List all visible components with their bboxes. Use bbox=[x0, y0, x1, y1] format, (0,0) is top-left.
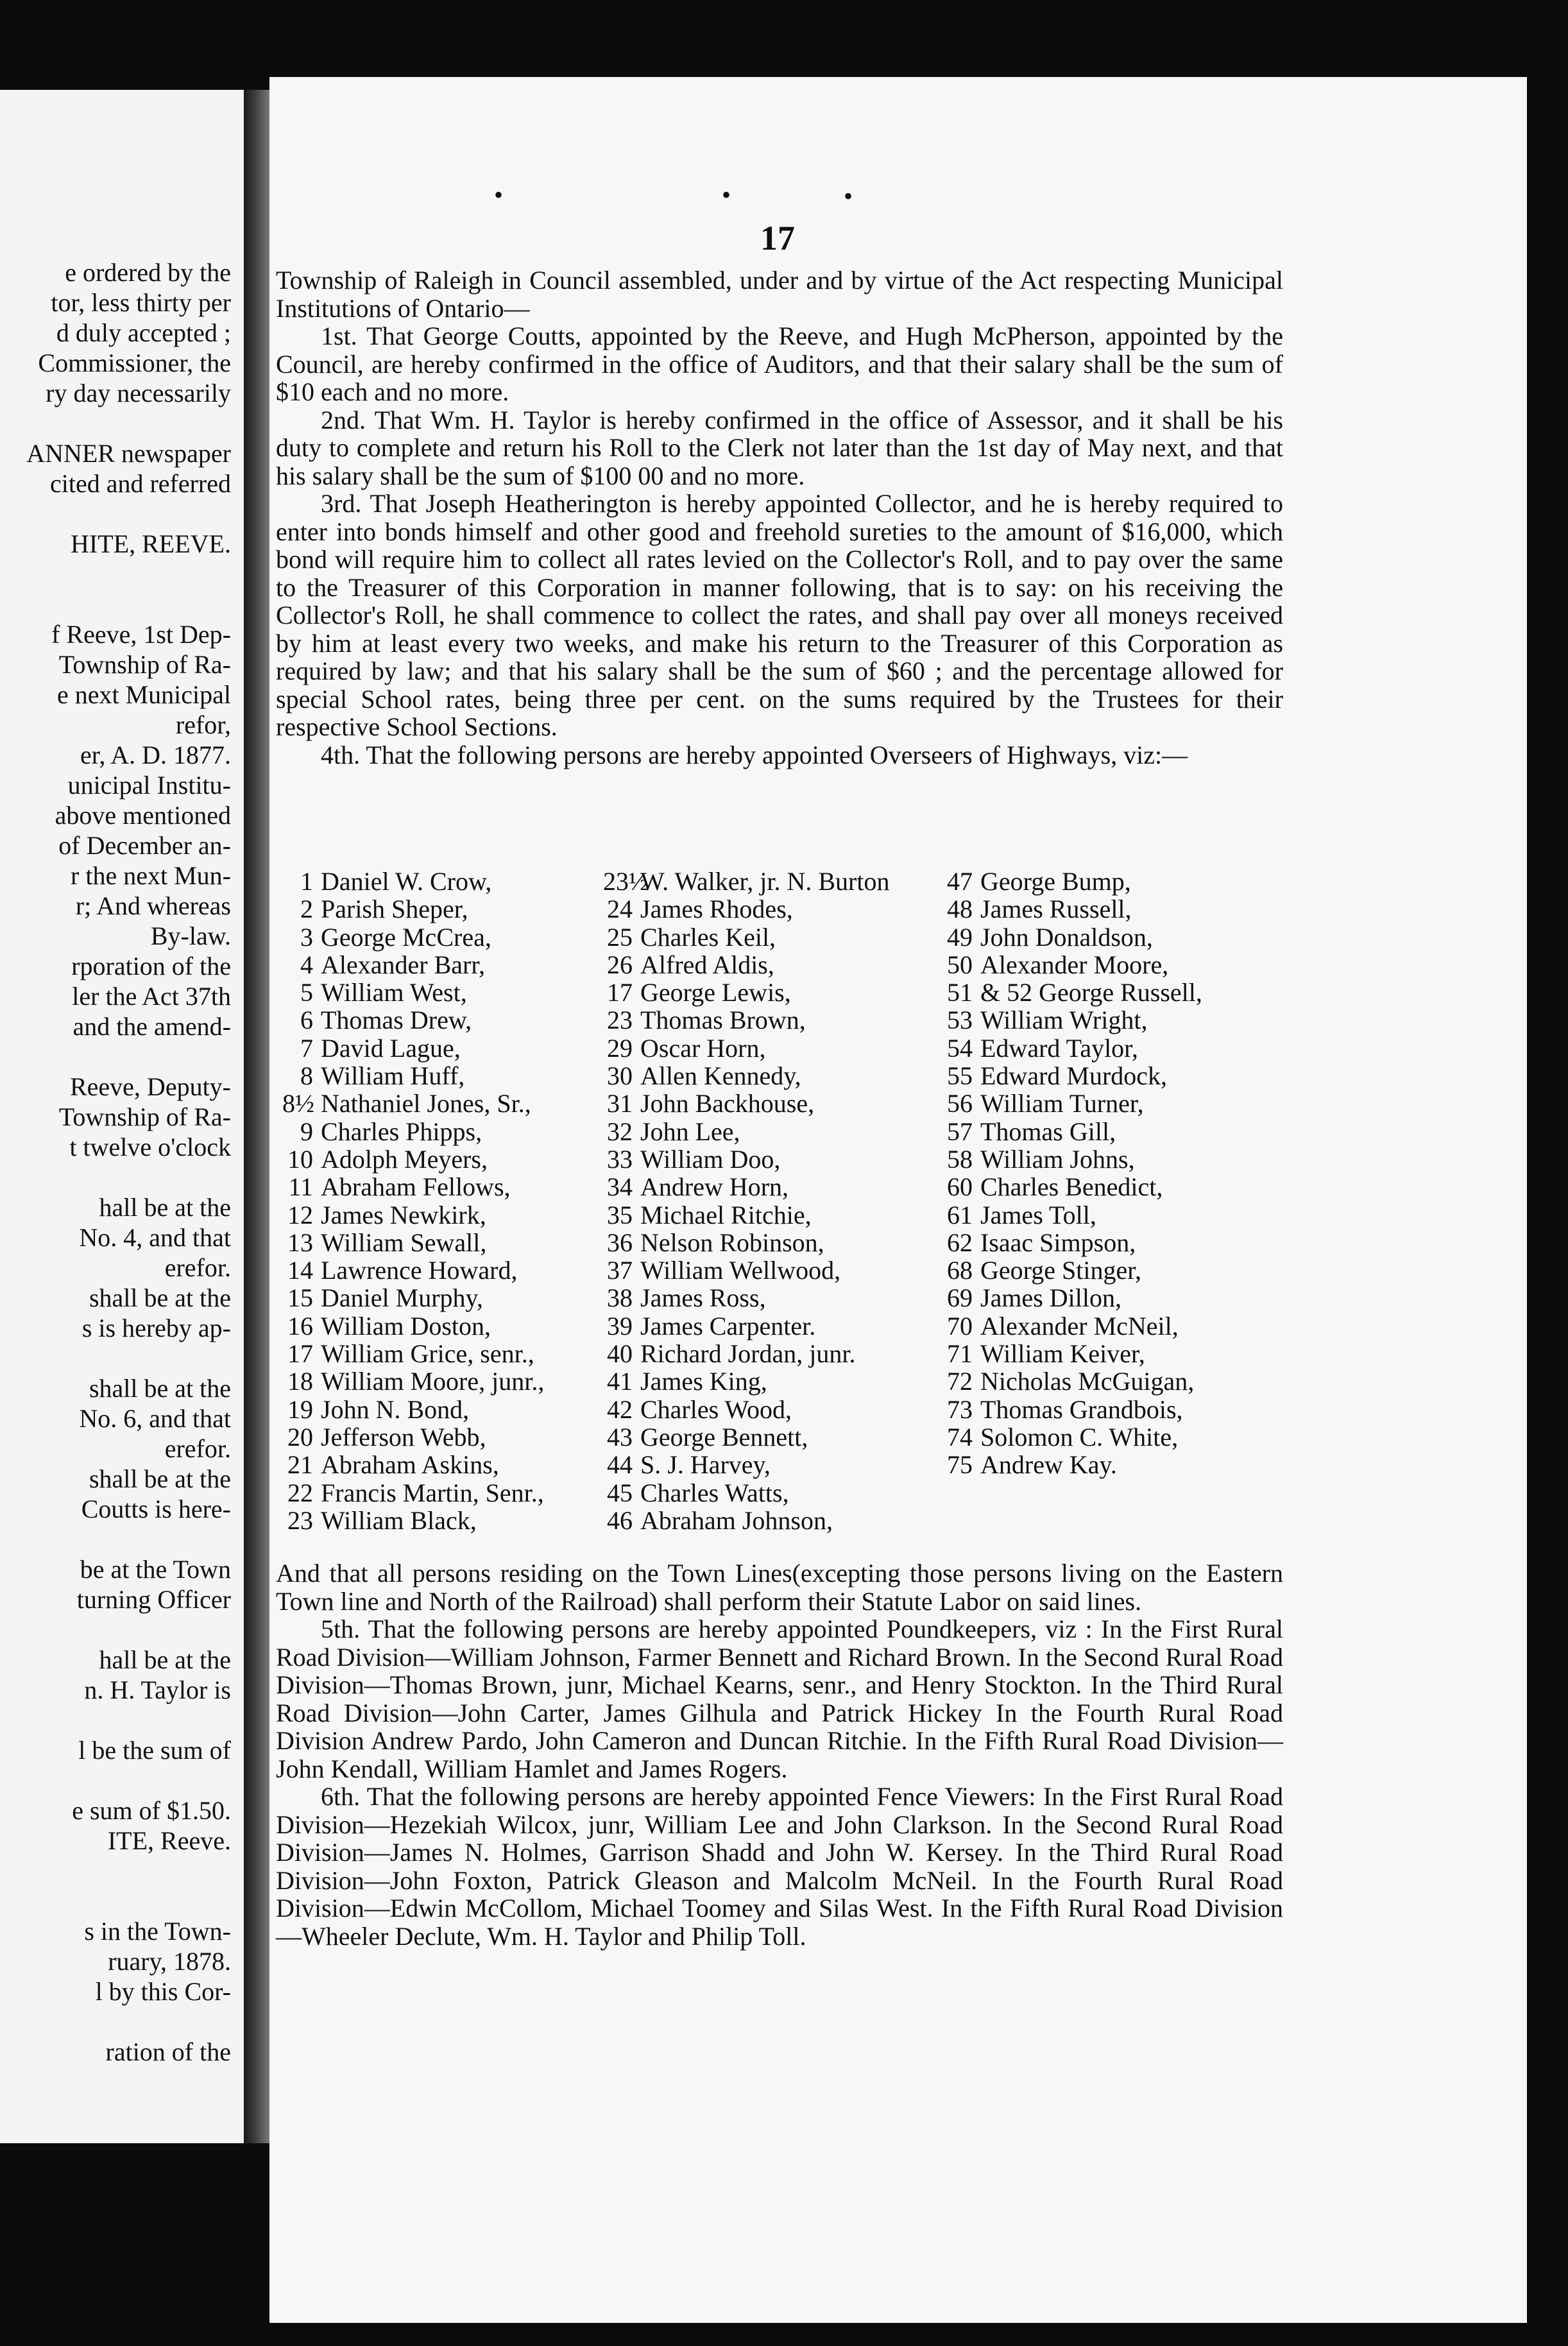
overseer-name: George Lewis, bbox=[640, 978, 791, 1007]
left-page-text-fragment: of December an- bbox=[58, 831, 231, 860]
overseer-entry bbox=[603, 1118, 943, 1145]
overseer-number: 24 bbox=[607, 895, 633, 924]
overseer-entry bbox=[282, 1256, 616, 1284]
overseer-number: 5 bbox=[300, 978, 313, 1007]
overseer-entry bbox=[282, 1340, 616, 1367]
overseer-number: 51 bbox=[947, 978, 973, 1007]
overseer-number: 33 bbox=[607, 1144, 633, 1174]
left-page-text-fragment: tor, less thirty per bbox=[51, 288, 231, 317]
left-page-text-fragment: t twelve o'clock bbox=[69, 1133, 231, 1161]
overseer-name: William West, bbox=[321, 978, 467, 1007]
overseer-entry bbox=[282, 979, 616, 1006]
overseer-name: Edward Murdock, bbox=[980, 1061, 1168, 1091]
overseer-entry bbox=[943, 1201, 1283, 1229]
overseer-number: 22 bbox=[287, 1478, 313, 1507]
left-page-text-fragment: r the next Mun- bbox=[71, 861, 231, 890]
overseer-entry bbox=[943, 1173, 1283, 1201]
overseer-name: Alexander McNeil, bbox=[980, 1311, 1179, 1340]
overseer-entry bbox=[282, 1367, 616, 1395]
overseer-number: 29 bbox=[607, 1033, 633, 1063]
overseer-number: 17 bbox=[287, 1339, 313, 1369]
overseer-name: Thomas Brown, bbox=[640, 1006, 806, 1035]
overseer-number: 53 bbox=[947, 1006, 973, 1035]
overseer-number: 34 bbox=[607, 1172, 633, 1202]
left-page-text-fragment: HITE, REEVE. bbox=[71, 529, 231, 558]
overseer-number: 9 bbox=[300, 1117, 313, 1146]
overseer-number: 42 bbox=[607, 1394, 633, 1424]
overseer-name: Andrew Kay. bbox=[980, 1450, 1117, 1480]
overseer-number: 38 bbox=[607, 1283, 633, 1313]
overseer-name: Abraham Johnson, bbox=[640, 1505, 833, 1535]
overseer-number: 1 bbox=[300, 867, 313, 896]
overseer-entry bbox=[603, 1284, 943, 1312]
overseer-number: 8½ bbox=[282, 1089, 314, 1118]
overseer-name: James Russell, bbox=[980, 895, 1132, 924]
left-page-text-fragment: e ordered by the bbox=[65, 258, 231, 287]
overseer-name: William Grice, senr., bbox=[321, 1339, 534, 1369]
overseer-name: Charles Phipps, bbox=[321, 1117, 482, 1146]
overseer-entry bbox=[943, 1284, 1283, 1312]
overseer-entry bbox=[943, 1256, 1283, 1284]
overseer-entry bbox=[282, 1118, 616, 1145]
left-page-text-fragment: f Reeve, 1st Dep- bbox=[51, 620, 231, 649]
left-page-text-fragment: above mentioned bbox=[55, 801, 231, 830]
overseer-entry bbox=[603, 1312, 943, 1340]
overseer-entry bbox=[943, 1034, 1283, 1062]
overseer-name: W. Walker, jr. N. Burton bbox=[640, 867, 890, 896]
overseer-name: George McCrea, bbox=[321, 922, 491, 952]
overseer-entry bbox=[603, 951, 943, 979]
overseer-number: 75 bbox=[947, 1450, 973, 1480]
overseer-name: William Huff, bbox=[321, 1061, 465, 1091]
overseer-entry bbox=[603, 1256, 943, 1284]
overseer-entry bbox=[282, 1145, 616, 1173]
overseer-entry bbox=[603, 1006, 943, 1034]
overseer-number: 49 bbox=[947, 922, 973, 952]
overseer-name: William Keiver, bbox=[980, 1339, 1145, 1369]
overseer-name: Jefferson Webb, bbox=[321, 1422, 486, 1451]
overseer-entry bbox=[282, 1062, 616, 1090]
overseer-name: Solomon C. White, bbox=[980, 1422, 1179, 1451]
left-page-text-fragment: refor, bbox=[175, 710, 231, 739]
overseer-number: 4 bbox=[300, 950, 313, 979]
left-page-text-fragment: ANNER newspaper bbox=[26, 439, 231, 468]
overseer-number: 23 bbox=[607, 1006, 633, 1035]
overseer-number: 13 bbox=[287, 1228, 313, 1257]
overseer-entry bbox=[943, 1423, 1283, 1451]
overseer-name: Thomas Grandbois, bbox=[980, 1394, 1183, 1424]
left-page-text-fragment: be at the Town bbox=[80, 1555, 231, 1584]
resolutions-lower bbox=[276, 1559, 1283, 1950]
left-page-text-fragment: s is hereby ap- bbox=[81, 1314, 231, 1342]
overseer-entry bbox=[943, 979, 1283, 1006]
overseer-entry bbox=[282, 868, 616, 895]
overseer-name: Isaac Simpson, bbox=[980, 1228, 1136, 1257]
overseer-entry bbox=[603, 979, 943, 1006]
overseer-number: 20 bbox=[287, 1422, 313, 1451]
overseer-entry bbox=[282, 1423, 616, 1451]
left-page-text-fragment: l by this Cor- bbox=[95, 1977, 231, 2006]
left-page-text-fragment: No. 6, and that bbox=[79, 1404, 231, 1433]
overseer-number: 23 bbox=[287, 1505, 313, 1535]
left-page-text-fragment: hall be at the bbox=[99, 1193, 231, 1222]
overseer-entry bbox=[282, 1229, 616, 1256]
overseer-number: 31 bbox=[607, 1089, 633, 1118]
overseer-entry bbox=[943, 1340, 1283, 1367]
overseer-number: 2 bbox=[300, 895, 313, 924]
overseer-name: Charles Keil, bbox=[640, 922, 776, 952]
overseer-number: 71 bbox=[947, 1339, 973, 1369]
overseer-name: Abraham Fellows, bbox=[321, 1172, 511, 1202]
overseer-name: Daniel W. Crow, bbox=[321, 867, 492, 896]
overseer-name: William Sewall, bbox=[321, 1228, 487, 1257]
overseer-number: 56 bbox=[947, 1089, 973, 1118]
overseer-name: Allen Kennedy, bbox=[640, 1061, 801, 1091]
overseer-number: 48 bbox=[947, 895, 973, 924]
overseer-entry bbox=[603, 1145, 943, 1173]
overseer-number: 70 bbox=[947, 1311, 973, 1340]
overseer-entry bbox=[603, 868, 943, 895]
overseers-column-3 bbox=[943, 868, 1283, 1479]
overseer-entry bbox=[282, 1507, 616, 1534]
left-page-text-fragment: unicipal Institu- bbox=[67, 771, 231, 800]
statute-labor-clause: And that all persons residing on the Town Lines(excepting those persons living on the Eastern Town line and North of the Railroad) shall perform their Statute Labor on said lines. bbox=[276, 1559, 1283, 1616]
overseer-name: Oscar Horn, bbox=[640, 1033, 766, 1063]
left-page-text-fragment: shall be at the bbox=[89, 1374, 231, 1403]
overseer-entry bbox=[943, 1451, 1283, 1478]
overseer-name: Abraham Askins, bbox=[321, 1450, 499, 1480]
left-page-text-fragment: shall be at the bbox=[89, 1283, 231, 1312]
overseer-entry bbox=[282, 1034, 616, 1062]
overseer-name: Richard Jordan, junr. bbox=[640, 1339, 856, 1369]
overseer-number: 25 bbox=[607, 922, 633, 952]
left-page-text-fragment: erefor. bbox=[164, 1434, 231, 1463]
overseer-number: 19 bbox=[287, 1394, 313, 1424]
overseer-name: William Turner, bbox=[980, 1089, 1144, 1118]
overseer-name: Michael Ritchie, bbox=[640, 1200, 812, 1229]
overseer-name: John Lee, bbox=[640, 1117, 740, 1146]
overseer-name: Alexander Moore, bbox=[980, 950, 1169, 979]
overseer-name: David Lague, bbox=[321, 1033, 461, 1063]
resolutions-upper bbox=[276, 266, 1283, 769]
overseer-number: 30 bbox=[607, 1061, 633, 1091]
print-speck: • bbox=[844, 182, 853, 210]
overseer-number: 21 bbox=[287, 1450, 313, 1480]
overseer-number: 36 bbox=[607, 1228, 633, 1257]
left-page-text-fragment: n. H. Taylor is bbox=[84, 1675, 231, 1704]
overseer-number: 39 bbox=[607, 1311, 633, 1340]
overseer-entry bbox=[603, 1507, 943, 1534]
overseer-number: 40 bbox=[607, 1339, 633, 1369]
resolution-6th-fence-viewers: 6th. That the following persons are hereby appointed Fence Viewers: In the First Rural Road Division—Hezekiah Wilcox, junr, William Lee and John Clarkson. In the Second Rural Road Division—James N. Holmes, Garrison Shadd and John W. Kersey. In the Third Rural Road Division—John Foxton, Patrick Gleason and Malcolm McNeil. In the Fourth Rural Road Division—Edwin McCollom, Michael Toomey and Silas West. In the Fifth Rural Road Division—Wheeler Declute, Wm. H. Taylor and Philip Toll. bbox=[276, 1782, 1283, 1951]
overseer-number: 44 bbox=[607, 1450, 633, 1480]
overseer-number: 74 bbox=[947, 1422, 973, 1451]
overseer-entry bbox=[282, 923, 616, 951]
overseer-name: James Dillon, bbox=[980, 1283, 1121, 1313]
overseer-entry bbox=[603, 1340, 943, 1367]
overseer-number: 23½ bbox=[603, 867, 648, 896]
overseer-name: Edward Taylor, bbox=[980, 1033, 1138, 1063]
overseer-name: George Bump, bbox=[980, 867, 1131, 896]
resolution-1st-auditors: 1st. That George Coutts, appointed by the Reeve, and Hugh McPherson, appointed by the Council, are hereby confirmed in the office of Auditors, and that their salary shall be the sum of $10 each and no more. bbox=[276, 321, 1283, 406]
overseer-name: Charles Benedict, bbox=[980, 1172, 1163, 1202]
overseer-name: John Donaldson, bbox=[980, 922, 1153, 952]
overseer-entry bbox=[603, 1034, 943, 1062]
overseer-number: 8 bbox=[300, 1061, 313, 1091]
resolution-3rd-collector: 3rd. That Joseph Heatherington is hereby appointed Collector, and he is hereby required to enter into bonds himself and other good and freehold sureties to the amount of $16,000, which bond will require him to collect all rates levied on the Collector's Roll, and to pay over the same to the Treasurer of this Corporation in manner following, that is to say: on his receiving the Collector's Roll, he shall commence to collect the rates, and shall pay over all moneys received by him at least every two weeks, and make his return to the Treasurer of this Corporation as required by law; and that his salary shall be the sum of $60 ; and the percentage allowed for special School rates, being three per cent. on the sums required by the Trustees for their respective School Sections. bbox=[276, 489, 1283, 741]
overseer-number: 54 bbox=[947, 1033, 973, 1063]
overseer-number: 18 bbox=[287, 1367, 313, 1396]
overseer-entry bbox=[943, 868, 1283, 895]
overseer-entry bbox=[603, 1229, 943, 1256]
overseer-name: Alexander Barr, bbox=[321, 950, 486, 979]
overseer-name: Andrew Horn, bbox=[640, 1172, 789, 1202]
left-page-text-fragment: l be the sum of bbox=[78, 1736, 231, 1765]
overseer-name: Daniel Murphy, bbox=[321, 1283, 483, 1313]
overseer-entry bbox=[943, 1090, 1283, 1117]
overseer-entry bbox=[282, 1312, 616, 1340]
left-page-text-fragment: ration of the bbox=[105, 2037, 231, 2066]
overseer-number: 43 bbox=[607, 1422, 633, 1451]
overseer-name: William Wellwood, bbox=[640, 1256, 841, 1285]
overseers-column-2 bbox=[603, 868, 943, 1534]
left-page-text-fragment: shall be at the bbox=[89, 1464, 231, 1493]
overseer-name: Charles Wood, bbox=[640, 1394, 792, 1424]
overseer-entry bbox=[943, 1312, 1283, 1340]
left-page-text-fragment: Reeve, Deputy- bbox=[69, 1072, 231, 1101]
overseer-name: George Bennett, bbox=[640, 1422, 808, 1451]
overseer-number: 12 bbox=[287, 1200, 313, 1229]
overseer-number: 17 bbox=[607, 978, 633, 1007]
overseer-entry bbox=[282, 1006, 616, 1034]
overseer-number: 68 bbox=[947, 1256, 973, 1285]
overseer-entry bbox=[943, 1118, 1283, 1145]
overseer-entry bbox=[282, 1479, 616, 1507]
print-speck: • bbox=[494, 180, 504, 209]
overseer-entry bbox=[282, 1090, 616, 1117]
left-page-text-fragment: ler the Act 37th bbox=[72, 982, 231, 1011]
overseer-number: 72 bbox=[947, 1367, 973, 1396]
overseer-name: James Toll, bbox=[980, 1200, 1096, 1229]
overseer-number: 41 bbox=[607, 1367, 633, 1396]
resolution-2nd-assessor: 2nd. That Wm. H. Taylor is hereby confirmed in the office of Assessor, and it shall be his duty to complete and return his Roll to the Clerk not later than the 1st day of May next, and that his salary shall be the sum of $100 00 and no more. bbox=[276, 405, 1283, 490]
overseer-entry bbox=[943, 895, 1283, 923]
overseer-name: Nicholas McGuigan, bbox=[980, 1367, 1195, 1396]
overseer-number: 10 bbox=[287, 1144, 313, 1174]
overseer-name: William Doo, bbox=[640, 1144, 781, 1174]
overseer-name: Thomas Drew, bbox=[321, 1006, 472, 1035]
overseer-number: 32 bbox=[607, 1117, 633, 1146]
overseer-name: William Moore, junr., bbox=[321, 1367, 545, 1396]
overseer-name: James Rhodes, bbox=[640, 895, 793, 924]
overseer-number: 26 bbox=[607, 950, 633, 979]
left-page-text-fragment: erefor. bbox=[164, 1253, 231, 1282]
overseer-entry bbox=[603, 1090, 943, 1117]
left-page-text-fragment: and the amend- bbox=[72, 1012, 231, 1041]
overseer-number: 69 bbox=[947, 1283, 973, 1313]
overseer-name: S. J. Harvey, bbox=[640, 1450, 771, 1480]
overseer-number: 14 bbox=[287, 1256, 313, 1285]
left-page-text-fragment: hall be at the bbox=[99, 1645, 231, 1674]
overseer-entry bbox=[603, 1423, 943, 1451]
overseer-entry bbox=[603, 1062, 943, 1090]
overseer-entry bbox=[943, 1006, 1283, 1034]
overseer-name: Adolph Meyers, bbox=[321, 1144, 488, 1174]
overseer-number: 50 bbox=[947, 950, 973, 979]
left-page-text-fragment: Township of Ra- bbox=[58, 1102, 231, 1131]
overseer-number: 62 bbox=[947, 1228, 973, 1257]
overseer-number: 60 bbox=[947, 1172, 973, 1202]
overseer-name: James King, bbox=[640, 1367, 767, 1396]
overseer-entry bbox=[943, 1396, 1283, 1423]
overseer-name: Lawrence Howard, bbox=[321, 1256, 518, 1285]
overseer-number: 11 bbox=[288, 1172, 313, 1202]
overseer-name: John N. Bond, bbox=[321, 1394, 470, 1424]
left-page-text-fragment: ruary, 1878. bbox=[108, 1947, 231, 1976]
left-page-text-fragment: er, A. D. 1877. bbox=[80, 741, 231, 769]
overseer-entry bbox=[282, 1284, 616, 1312]
overseer-entry bbox=[603, 895, 943, 923]
overseer-entry bbox=[282, 1201, 616, 1229]
left-page-text-fragment: r; And whereas bbox=[75, 891, 231, 920]
overseer-name: William Black, bbox=[321, 1505, 477, 1535]
overseer-number: 55 bbox=[947, 1061, 973, 1091]
overseer-entry bbox=[603, 1367, 943, 1395]
overseer-name: & 52 George Russell, bbox=[980, 978, 1202, 1007]
left-page-text-fragment: No. 4, and that bbox=[79, 1223, 231, 1252]
overseer-number: 37 bbox=[607, 1256, 633, 1285]
resolution-5th-poundkeepers: 5th. That the following persons are hereby appointed Poundkeepers, viz : In the First Rural Road Division—William Johnson, Farmer Bennett and Richard Brown. In the Second Rural Road Division—Thomas Brown, junr, Michael Kearns, senr., and Henry Stockton. In the Third Rural Road Division—John Carter, James Gilhula and Patrick Hickey In the Fourth Rural Road Division Andrew Pardo, John Cameron and Duncan Ritchie. In the Fifth Rural Road Division—John Kendall, William Hamlet and James Rogers. bbox=[276, 1614, 1283, 1783]
left-page-text-fragment: Commissioner, the bbox=[38, 348, 231, 377]
overseer-entry bbox=[943, 951, 1283, 979]
overseer-number: 61 bbox=[947, 1200, 973, 1229]
overseer-name: Parish Sheper, bbox=[321, 895, 468, 924]
overseer-entry bbox=[943, 1367, 1283, 1395]
overseer-number: 16 bbox=[287, 1311, 313, 1340]
overseer-entry bbox=[282, 1396, 616, 1423]
left-page-text-fragment: Township of Ra- bbox=[58, 650, 231, 679]
overseer-number: 45 bbox=[607, 1478, 633, 1507]
overseer-name: Francis Martin, Senr., bbox=[321, 1478, 544, 1507]
overseer-name: Charles Watts, bbox=[640, 1478, 789, 1507]
overseer-name: William Johns, bbox=[980, 1144, 1135, 1174]
overseer-number: 46 bbox=[607, 1505, 633, 1535]
overseer-number: 58 bbox=[947, 1144, 973, 1174]
left-page-text-fragment: s in the Town- bbox=[84, 1917, 231, 1946]
left-page-text-fragment: e next Municipal bbox=[56, 680, 231, 709]
overseer-number: 3 bbox=[300, 922, 313, 952]
overseer-entry bbox=[603, 1173, 943, 1201]
overseer-number: 57 bbox=[947, 1117, 973, 1146]
overseer-name: Alfred Aldis, bbox=[640, 950, 774, 979]
overseer-name: James Newkirk, bbox=[321, 1200, 486, 1229]
overseer-name: Nathaniel Jones, Sr., bbox=[321, 1089, 531, 1118]
overseer-entry bbox=[282, 1451, 616, 1478]
overseer-entry bbox=[282, 895, 616, 923]
overseer-name: John Backhouse, bbox=[640, 1089, 815, 1118]
overseer-entry bbox=[603, 1479, 943, 1507]
overseer-entry bbox=[943, 1145, 1283, 1173]
overseer-name: William Wright, bbox=[980, 1006, 1148, 1035]
left-page-text-fragment: d duly accepted ; bbox=[56, 318, 231, 347]
left-page-text-fragment: By-law. bbox=[150, 921, 231, 950]
overseer-number: 47 bbox=[947, 867, 973, 896]
overseer-name: Nelson Robinson, bbox=[640, 1228, 824, 1257]
overseer-name: William Doston, bbox=[321, 1311, 491, 1340]
overseer-entry bbox=[943, 1229, 1283, 1256]
enacting-clause: Township of Raleigh in Council assembled, under and by virtue of the Act respecting Municipal Institutions of Ontario— bbox=[276, 266, 1283, 323]
left-page-text-fragment: cited and referred bbox=[49, 469, 231, 498]
left-page-text-fragment: rporation of the bbox=[71, 952, 231, 980]
overseers-column-1 bbox=[282, 868, 616, 1534]
overseer-number: 7 bbox=[300, 1033, 313, 1063]
overseer-number: 35 bbox=[607, 1200, 633, 1229]
overseer-entry bbox=[282, 951, 616, 979]
left-page-fragment bbox=[0, 90, 244, 2143]
overseer-name: George Stinger, bbox=[980, 1256, 1141, 1285]
left-page-text-fragment: Coutts is here- bbox=[81, 1494, 231, 1523]
overseer-number: 15 bbox=[287, 1283, 313, 1313]
overseer-entry bbox=[603, 923, 943, 951]
left-page-text-fragment: e sum of $1.50. bbox=[72, 1796, 231, 1825]
left-page-text-fragment: ry day necessarily bbox=[46, 379, 231, 407]
overseer-name: James Ross, bbox=[640, 1283, 766, 1313]
overseer-number: 73 bbox=[947, 1394, 973, 1424]
overseer-entry bbox=[603, 1201, 943, 1229]
overseer-number: 6 bbox=[300, 1006, 313, 1035]
overseer-name: James Carpenter. bbox=[640, 1311, 816, 1340]
left-page-text-fragment: ITE, Reeve. bbox=[107, 1826, 231, 1855]
overseer-entry bbox=[603, 1451, 943, 1478]
print-speck: • bbox=[722, 180, 731, 209]
left-page-text-fragment: turning Officer bbox=[76, 1585, 231, 1614]
page-number: 17 bbox=[760, 219, 795, 257]
book-gutter bbox=[244, 90, 269, 2143]
overseer-entry bbox=[603, 1396, 943, 1423]
overseer-entry bbox=[282, 1173, 616, 1201]
overseer-name: Thomas Gill, bbox=[980, 1117, 1116, 1146]
overseer-entry bbox=[943, 923, 1283, 951]
resolution-4th-overseers: 4th. That the following persons are hereby appointed Overseers of Highways, viz:— bbox=[321, 740, 1188, 769]
overseer-entry bbox=[943, 1062, 1283, 1090]
